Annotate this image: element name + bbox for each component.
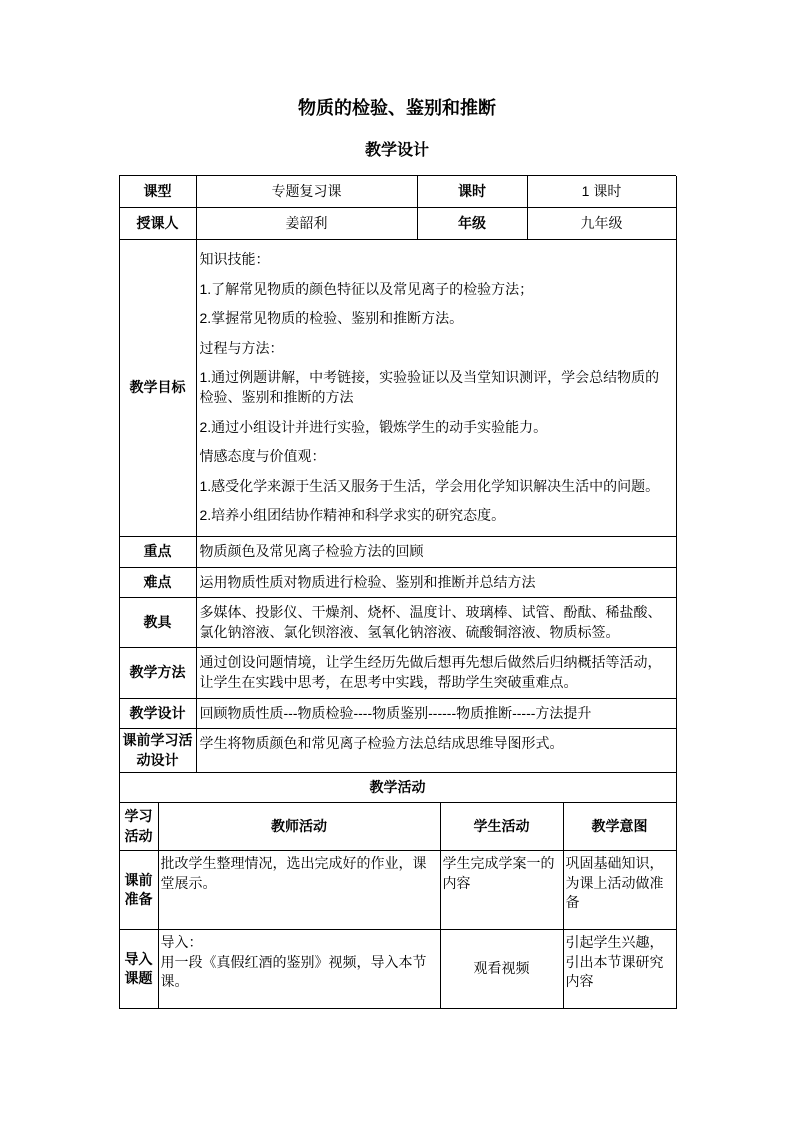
period-label: 课时 [418, 176, 528, 208]
teacher-label: 授课人 [120, 208, 197, 240]
course-type-label: 课型 [120, 176, 197, 208]
difficulty-content: 运用物质性质对物质进行检验、鉴别和推断并总结方法 [197, 568, 677, 599]
design-label: 教学设计 [120, 699, 197, 730]
activity-intent-cell: 巩固基础知识，为课上活动做准备 [564, 851, 677, 930]
activity-stage-label: 课前准备 [120, 851, 159, 930]
key-point-row [120, 537, 676, 568]
activities-section-title: 教学活动 [120, 773, 677, 803]
goals-row [120, 240, 676, 537]
goals-paragraph-emotion-2: 2.培养小组团结协作精神和科学求实的研究态度。 [199, 507, 506, 524]
aids-content: 多媒体、投影仪、干燥剂、烧杯、温度计、玻璃棒、试管、酚酞、稀盐酸、氯化钠溶液、氯化钡溶液、氢氧化钠溶液、硫酸铜溶液、物质标签。 [197, 598, 677, 648]
grade-label: 年级 [418, 208, 528, 240]
teacher-value: 姜韶利 [197, 208, 418, 240]
key-point-content: 物质颜色及常见离子检验方法的回顾 [197, 537, 677, 568]
activity-teacher-cell [159, 930, 441, 1009]
pre-class-content: 学生将物质颜色和常见离子检验方法总结成思维导图形式。 [197, 729, 677, 773]
teaching-design-table [119, 175, 676, 1009]
difficulty-row [120, 568, 676, 599]
goals-paragraph-knowledge-1: 1.了解常见物质的颜色特征以及常见离子的检验方法； [199, 280, 534, 297]
aids-row [120, 598, 676, 648]
goals-paragraph-knowledge-2: 2.掌握常见物质的检验、鉴别和推断方法。 [199, 310, 464, 327]
info-row-course [120, 176, 676, 208]
goals-paragraph-emotion-header: 情感态度与价值观： [199, 448, 326, 465]
design-row [120, 699, 676, 730]
activity-row-pre-class-prep [120, 851, 676, 930]
document-subtitle: 教学设计 [364, 142, 429, 159]
goals-paragraph-emotion-1: 1.感受化学来源于生活又服务于生活，学会用化学知识解决生活中的问题。 [199, 477, 660, 494]
aids-label: 教具 [120, 598, 197, 648]
activity-stage-label: 导入课题 [120, 930, 159, 1009]
activity-row-lesson-intro [120, 930, 676, 1009]
info-row-teacher [120, 208, 676, 240]
document-title: 物质的检验、鉴别和推断 [298, 98, 496, 118]
goals-paragraph-knowledge-header: 知识技能： [199, 251, 270, 267]
goals-label: 教学目标 [120, 240, 197, 537]
activities-header-teacher: 教师活动 [159, 803, 441, 851]
method-row [120, 648, 676, 698]
activity-teacher-detail-line: 用一段《真假红酒的鉴别》视频，导入本节课。 [160, 953, 427, 990]
grade-value: 九年级 [528, 208, 677, 240]
method-label: 教学方法 [120, 648, 197, 698]
goals-paragraph-process-2: 2.通过小组设计并进行实验，锻炼学生的动手实验能力。 [199, 418, 548, 435]
course-type-value: 专题复习课 [197, 176, 418, 208]
period-value: 1 课时 [528, 176, 677, 208]
goals-paragraph-process-1: 1.通过例题讲解，中考链接，实验验证以及当堂知识测评，学会总结物质的检验、鉴别和推断的方法 [199, 369, 660, 405]
goals-content [197, 240, 677, 537]
design-content: 回顾物质性质---物质检验----物质鉴别------物质推断-----方法提升 [197, 699, 677, 730]
method-content: 通过创设问题情境，让学生经历先做后想再先想后做然后归纳概括等活动，让学生在实践中思考，在思考中实践，帮助学生突破重难点。 [197, 648, 677, 698]
activities-header-stage: 学习活动 [120, 803, 159, 851]
difficulty-label: 难点 [120, 568, 197, 599]
goals-paragraph-process-header: 过程与方法： [199, 339, 284, 356]
pre-class-row [120, 729, 676, 773]
activities-header-row [120, 803, 676, 851]
activity-teacher-cell: 批改学生整理情况，选出完成好的作业，课堂展示。 [159, 851, 441, 930]
activity-student-cell: 观看视频 [441, 930, 564, 1009]
activity-student-cell: 学生完成学案一的内容 [441, 851, 564, 930]
activities-title-row [120, 773, 676, 803]
activities-header-intent: 教学意图 [564, 803, 677, 851]
activity-intent-cell: 引起学生兴趣，引出本节课研究内容 [564, 930, 677, 1009]
key-point-label: 重点 [120, 537, 197, 568]
pre-class-label: 课前学习活动设计 [120, 729, 197, 773]
activities-header-student: 学生活动 [441, 803, 564, 851]
activity-teacher-intro-line: 导入： [160, 934, 203, 951]
